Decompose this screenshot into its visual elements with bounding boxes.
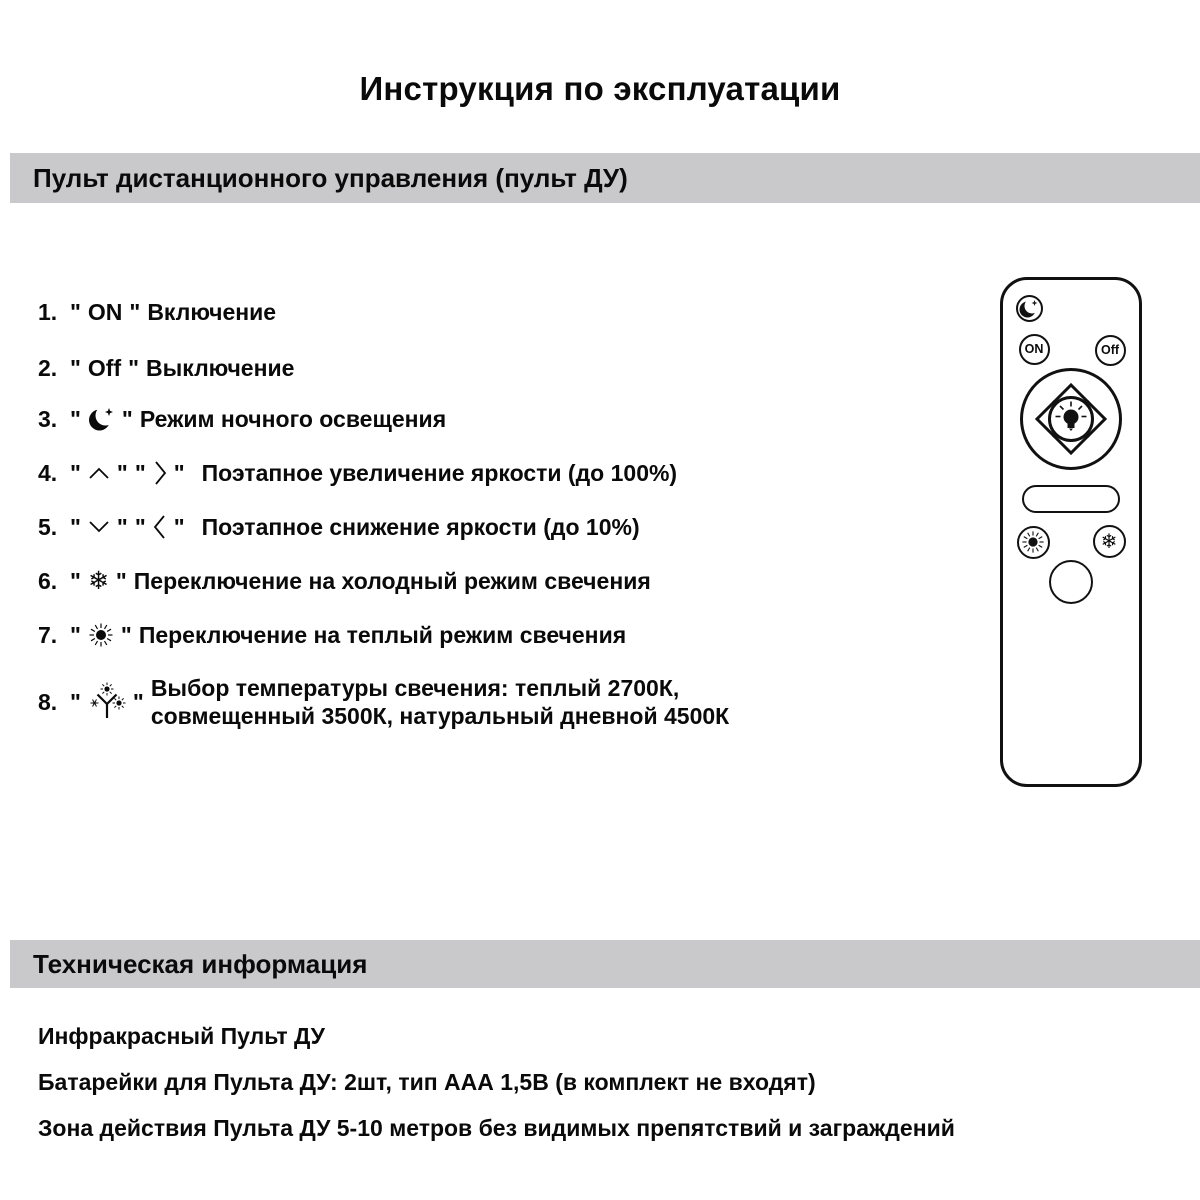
list-item-number: 7. xyxy=(38,622,58,648)
list-item-text: Поэтапное увеличение яркости (до 100%) xyxy=(201,460,678,486)
list-item-number: 4. xyxy=(38,460,58,486)
close-quote: " xyxy=(132,689,144,715)
open-quote: " xyxy=(70,622,81,648)
open-quote: " xyxy=(70,406,81,432)
close-quote: " xyxy=(120,622,132,648)
section-header-tech xyxy=(10,940,1200,988)
close-quote: " xyxy=(116,460,128,486)
close-quote: " xyxy=(121,406,133,432)
warm-sun-icon xyxy=(1021,530,1045,554)
night-mode-button xyxy=(1016,295,1043,322)
on-label: ON xyxy=(87,299,123,325)
list-item-number: 1. xyxy=(38,299,58,325)
chevron-left-icon xyxy=(153,514,167,540)
off-button xyxy=(1095,335,1126,366)
open-quote: " xyxy=(70,568,81,594)
list-item-text: Переключение на теплый режим свечения xyxy=(138,622,627,648)
section-header-remote-label: Пульт дистанционного управления (пульт ДУ) xyxy=(33,162,628,193)
list-item-off xyxy=(38,354,301,382)
crescent-moon-icon xyxy=(88,406,115,433)
list-item-text-line2: совмещенный 3500К, натуральный дневной 4500К xyxy=(150,703,730,729)
list-item-color-temp xyxy=(38,674,736,730)
snowflake-icon: ❄ xyxy=(1100,529,1118,553)
open-quote: " xyxy=(134,460,146,486)
list-item-text: Переключение на холодный режим свечения xyxy=(133,568,651,594)
page-title: Инструкция по эксплуатации xyxy=(359,70,841,107)
brightness-dpad xyxy=(1019,367,1123,471)
open-quote: " xyxy=(70,514,81,540)
light-bulb-icon xyxy=(1056,402,1087,432)
warm-mode-button xyxy=(1017,526,1050,559)
list-item-text xyxy=(151,674,729,730)
section-header-tech-label: Техническая информация xyxy=(33,948,368,979)
close-quote: " xyxy=(115,568,127,594)
open-quote: " xyxy=(70,460,81,486)
section-header-remote xyxy=(10,153,1200,203)
color-temp-select-icon xyxy=(88,682,126,722)
list-item-brightness-down xyxy=(38,513,647,541)
list-item-brightness-up xyxy=(38,459,684,487)
tech-info-line: Инфракрасный Пульт ДУ xyxy=(38,1023,325,1049)
close-quote: " xyxy=(173,514,185,540)
open-quote: " xyxy=(70,355,81,381)
list-item-on xyxy=(38,298,283,326)
tech-info-line: Батарейки для Пульта ДУ: 2шт, тип ААА 1,5В (в комплект не входят) xyxy=(38,1069,816,1095)
close-quote: " xyxy=(128,355,140,381)
list-item-text: Включение xyxy=(147,299,277,325)
list-item-text-line1: Выбор температуры свечения: теплый 2700К, xyxy=(150,675,680,701)
close-quote: " xyxy=(116,514,128,540)
list-item-cold-mode xyxy=(38,567,658,595)
tech-info-line: Зона действия Пульта ДУ 5-10 метров без видимых препятствий и заграждений xyxy=(38,1115,955,1141)
remote-control-illustration xyxy=(1000,277,1142,787)
list-item-text: Режим ночного освещения xyxy=(139,406,447,432)
open-quote: " xyxy=(134,514,146,540)
list-item-number: 3. xyxy=(38,406,58,432)
cold-mode-button xyxy=(1093,525,1126,558)
on-button-label: ON xyxy=(1024,342,1044,356)
crescent-moon-icon xyxy=(1019,298,1040,319)
chevron-up-icon xyxy=(88,466,110,480)
list-item-night-mode xyxy=(38,405,453,433)
round-button xyxy=(1049,560,1093,604)
display-window xyxy=(1022,485,1120,513)
list-item-number: 8. xyxy=(38,689,58,715)
list-item-number: 5. xyxy=(38,514,58,540)
list-item-text: Поэтапное снижение яркости (до 10%) xyxy=(201,514,640,540)
list-item-number: 6. xyxy=(38,568,58,594)
chevron-down-icon xyxy=(88,520,110,534)
chevron-right-icon xyxy=(153,460,167,486)
on-button xyxy=(1019,334,1050,365)
warm-sun-icon xyxy=(88,622,114,648)
open-quote: " xyxy=(70,689,81,715)
off-button-label: Off xyxy=(1100,343,1120,357)
close-quote: " xyxy=(173,460,185,486)
off-label: Off xyxy=(87,355,122,381)
close-quote: " xyxy=(129,299,141,325)
list-item-text: Выключение xyxy=(146,355,295,381)
list-item-number: 2. xyxy=(38,355,58,381)
open-quote: " xyxy=(70,299,81,325)
list-item-warm-mode xyxy=(38,621,633,649)
snowflake-icon: ❄ xyxy=(87,566,109,595)
